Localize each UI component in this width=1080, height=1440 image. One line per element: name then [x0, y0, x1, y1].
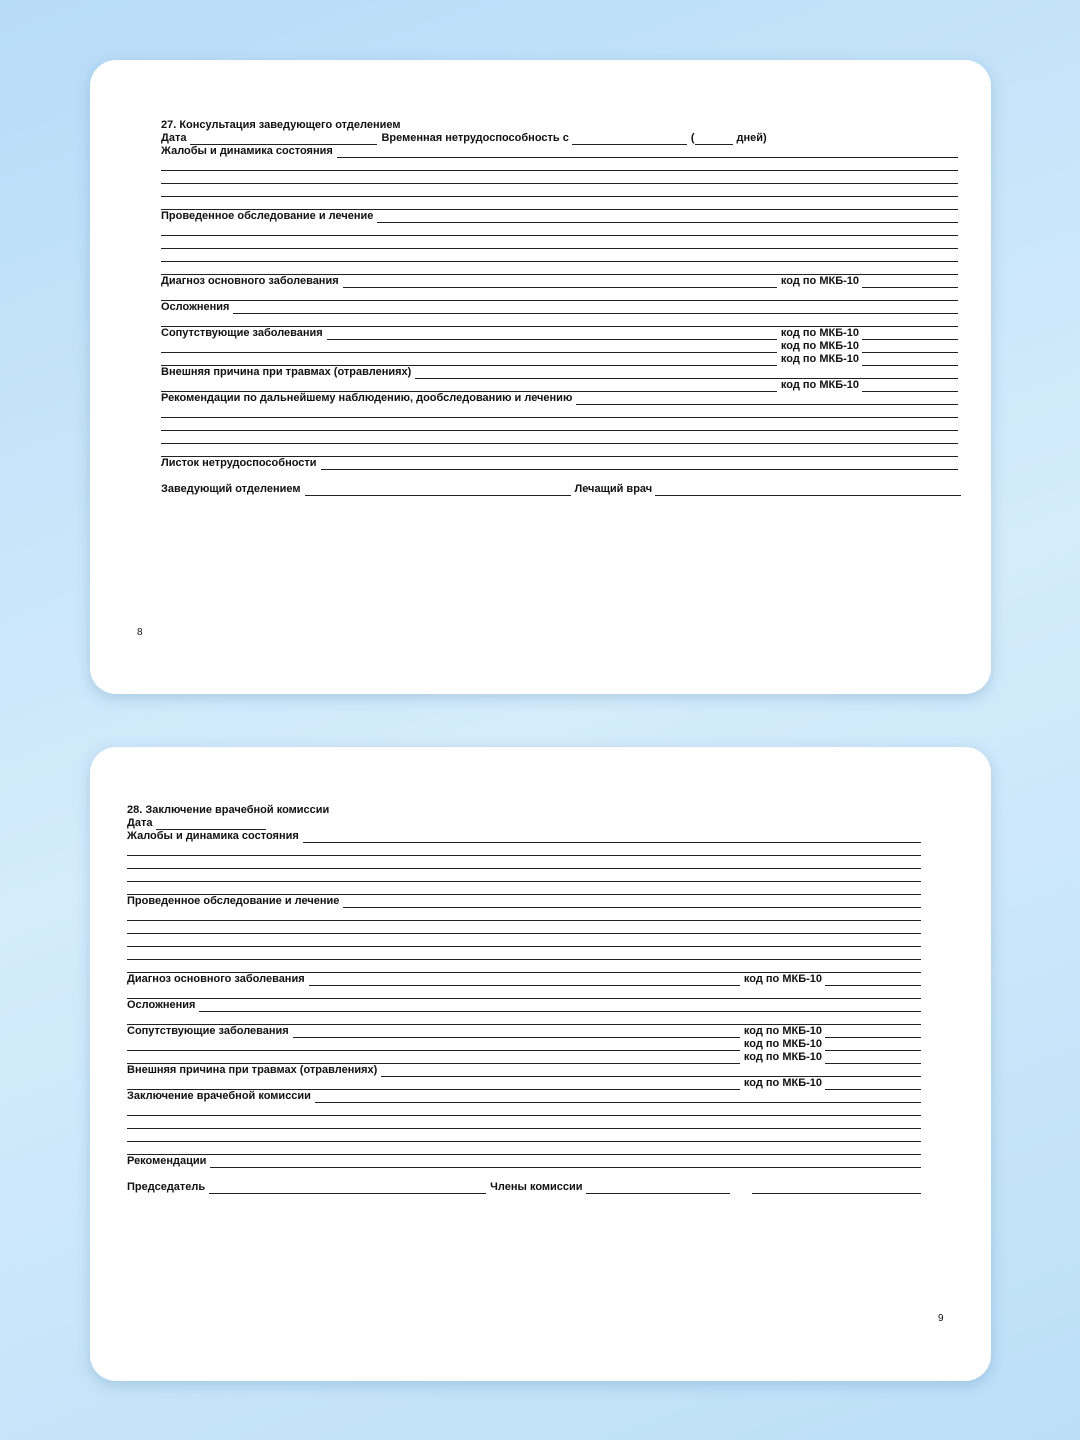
external-cause-row	[161, 366, 958, 379]
blank-line	[161, 236, 958, 249]
diagnosis-label: Диагноз основного заболевания	[127, 973, 305, 985]
exam-label: Проведенное обследование и лечение	[161, 210, 374, 222]
exam-field[interactable]	[377, 212, 958, 223]
signatures-row	[161, 470, 958, 496]
form-section-28	[127, 804, 921, 1194]
complications-label: Осложнения	[161, 301, 230, 313]
comorbid-row	[127, 1038, 921, 1051]
blank-line	[127, 882, 921, 895]
comorbid-field[interactable]	[161, 342, 777, 353]
complaints-row	[161, 145, 958, 158]
days-open-paren: (	[690, 132, 695, 144]
member-signature-field[interactable]	[586, 1183, 730, 1194]
doctor-label: Лечащий врач	[574, 483, 653, 495]
comorbid-field[interactable]	[327, 329, 777, 340]
comorbid-label: Сопутствующие заболевания	[127, 1025, 289, 1037]
blank-line	[161, 158, 958, 171]
complaints-label: Жалобы и динамика состояния	[127, 830, 299, 842]
diagnosis-row	[161, 275, 958, 288]
recommendations-label: Рекомендации	[127, 1155, 207, 1167]
icd-field[interactable]	[825, 1053, 921, 1064]
exam-field[interactable]	[343, 897, 921, 908]
icd-label: код по МКБ-10	[780, 275, 859, 287]
recommendations-row	[127, 1155, 921, 1168]
comorbid-row	[161, 327, 958, 340]
comorbid-row	[161, 340, 958, 353]
blank-line	[161, 223, 958, 236]
conclusion-field[interactable]	[315, 1092, 921, 1103]
blank-line	[127, 934, 921, 947]
conclusion-label: Заключение врачебной комиссии	[127, 1090, 311, 1102]
chairman-signature-field[interactable]	[209, 1183, 486, 1194]
icd-field[interactable]	[825, 1040, 921, 1051]
blank-line	[161, 249, 958, 262]
exam-label: Проведенное обследование и лечение	[127, 895, 340, 907]
comorbid-row	[127, 1025, 921, 1038]
form-section-27	[161, 119, 958, 496]
icd-label: код по МКБ-10	[780, 340, 859, 352]
icd-label: код по МКБ-10	[743, 1038, 822, 1050]
external-cause-field[interactable]	[161, 381, 777, 392]
disability-label: Временная нетрудоспособность с	[381, 132, 569, 144]
members-label: Члены комиссии	[490, 1181, 583, 1193]
blank-line	[127, 1142, 921, 1155]
date-label: Дата	[127, 817, 153, 829]
recommendations-label: Рекомендации по дальнейшему наблюдению, дообследованию и лечению	[161, 392, 573, 404]
section-28-title: 28. Заключение врачебной комиссии	[127, 804, 330, 816]
blank-line	[161, 405, 958, 418]
external-cause-field[interactable]	[381, 1066, 921, 1077]
doctor-signature-field[interactable]	[655, 485, 961, 496]
complications-row	[161, 301, 958, 314]
icd-field[interactable]	[862, 342, 958, 353]
external-cause-label: Внешняя причина при травмах (отравлениях)	[161, 366, 412, 378]
comorbid-label: Сопутствующие заболевания	[161, 327, 323, 339]
blank-line	[127, 921, 921, 934]
blank-line	[127, 856, 921, 869]
exam-row	[161, 210, 958, 223]
blank-line	[161, 184, 958, 197]
diagnosis-label: Диагноз основного заболевания	[161, 275, 339, 287]
icd-label: код по МКБ-10	[743, 973, 822, 985]
external-cause-label: Внешняя причина при травмах (отравлениях)	[127, 1064, 378, 1076]
date-row	[161, 132, 958, 145]
icd-label: код по МКБ-10	[743, 1051, 822, 1063]
icd-label: код по МКБ-10	[780, 379, 859, 391]
conclusion-row	[127, 1090, 921, 1103]
blank-line	[127, 1012, 921, 1025]
blank-line	[127, 960, 921, 973]
external-cause-icd-row	[127, 1077, 921, 1090]
blank-line	[127, 1116, 921, 1129]
form-page-8	[90, 60, 991, 694]
sick-leave-label: Листок нетрудоспособности	[161, 457, 317, 469]
complaints-label: Жалобы и динамика состояния	[161, 145, 333, 157]
blank-line	[127, 986, 921, 999]
external-cause-field[interactable]	[127, 1079, 740, 1090]
recommendations-field[interactable]	[210, 1157, 921, 1168]
sick-leave-row	[161, 457, 958, 470]
member-signature-field[interactable]	[752, 1183, 921, 1194]
external-cause-icd-row	[161, 379, 958, 392]
recommendations-row	[161, 392, 958, 405]
blank-line	[161, 288, 958, 301]
comorbid-row	[127, 1051, 921, 1064]
complications-row	[127, 999, 921, 1012]
external-cause-row	[127, 1064, 921, 1077]
external-cause-field[interactable]	[415, 368, 958, 379]
icd-field[interactable]	[862, 381, 958, 392]
blank-line	[127, 947, 921, 960]
head-label: Заведующий отделением	[161, 483, 301, 495]
comorbid-field[interactable]	[127, 1040, 740, 1051]
blank-line	[161, 444, 958, 457]
blank-line	[161, 197, 958, 210]
diagnosis-field[interactable]	[343, 277, 777, 288]
date-label: Дата	[161, 132, 187, 144]
diagnosis-row	[127, 973, 921, 986]
icd-field[interactable]	[862, 355, 958, 366]
page-number: 8	[137, 627, 143, 638]
date-field[interactable]	[156, 819, 266, 830]
icd-field[interactable]	[862, 277, 958, 288]
complications-field[interactable]	[199, 1001, 921, 1012]
comorbid-field[interactable]	[161, 355, 777, 366]
blank-line	[127, 843, 921, 856]
icd-label: код по МКБ-10	[743, 1077, 822, 1089]
section-27-title: 27. Консультация заведующего отделением	[161, 119, 401, 131]
blank-line	[127, 1103, 921, 1116]
blank-line	[127, 908, 921, 921]
blank-line	[161, 431, 958, 444]
blank-line	[161, 171, 958, 184]
icd-field[interactable]	[825, 1079, 921, 1090]
blank-line	[161, 314, 958, 327]
section-title	[161, 119, 958, 132]
signatures-row	[127, 1168, 921, 1194]
exam-row	[127, 895, 921, 908]
complaints-field[interactable]	[337, 147, 958, 158]
form-page-9	[90, 747, 991, 1381]
icd-field[interactable]	[825, 1027, 921, 1038]
recommendations-field[interactable]	[576, 394, 958, 405]
complications-label: Осложнения	[127, 999, 196, 1011]
icd-field[interactable]	[862, 329, 958, 340]
blank-line	[127, 1129, 921, 1142]
complaints-field[interactable]	[303, 832, 921, 843]
icd-label: код по МКБ-10	[780, 327, 859, 339]
page-number: 9	[938, 1313, 944, 1324]
section-title	[127, 804, 921, 817]
blank-line	[161, 262, 958, 275]
head-signature-field[interactable]	[305, 485, 571, 496]
disability-start-field[interactable]	[572, 134, 687, 145]
blank-line	[161, 418, 958, 431]
sick-leave-field[interactable]	[321, 459, 958, 470]
icd-label: код по МКБ-10	[780, 353, 859, 365]
chairman-label: Председатель	[127, 1181, 206, 1193]
date-field[interactable]	[190, 134, 377, 145]
icd-field[interactable]	[825, 975, 921, 986]
comorbid-field[interactable]	[127, 1053, 740, 1064]
comorbid-row	[161, 353, 958, 366]
complications-field[interactable]	[233, 303, 958, 314]
complaints-row	[127, 830, 921, 843]
blank-line	[127, 869, 921, 882]
comorbid-field[interactable]	[293, 1027, 740, 1038]
days-label: дней)	[736, 132, 767, 144]
icd-label: код по МКБ-10	[743, 1025, 822, 1037]
date-row	[127, 817, 921, 830]
diagnosis-field[interactable]	[309, 975, 740, 986]
days-count-field[interactable]	[695, 134, 733, 145]
